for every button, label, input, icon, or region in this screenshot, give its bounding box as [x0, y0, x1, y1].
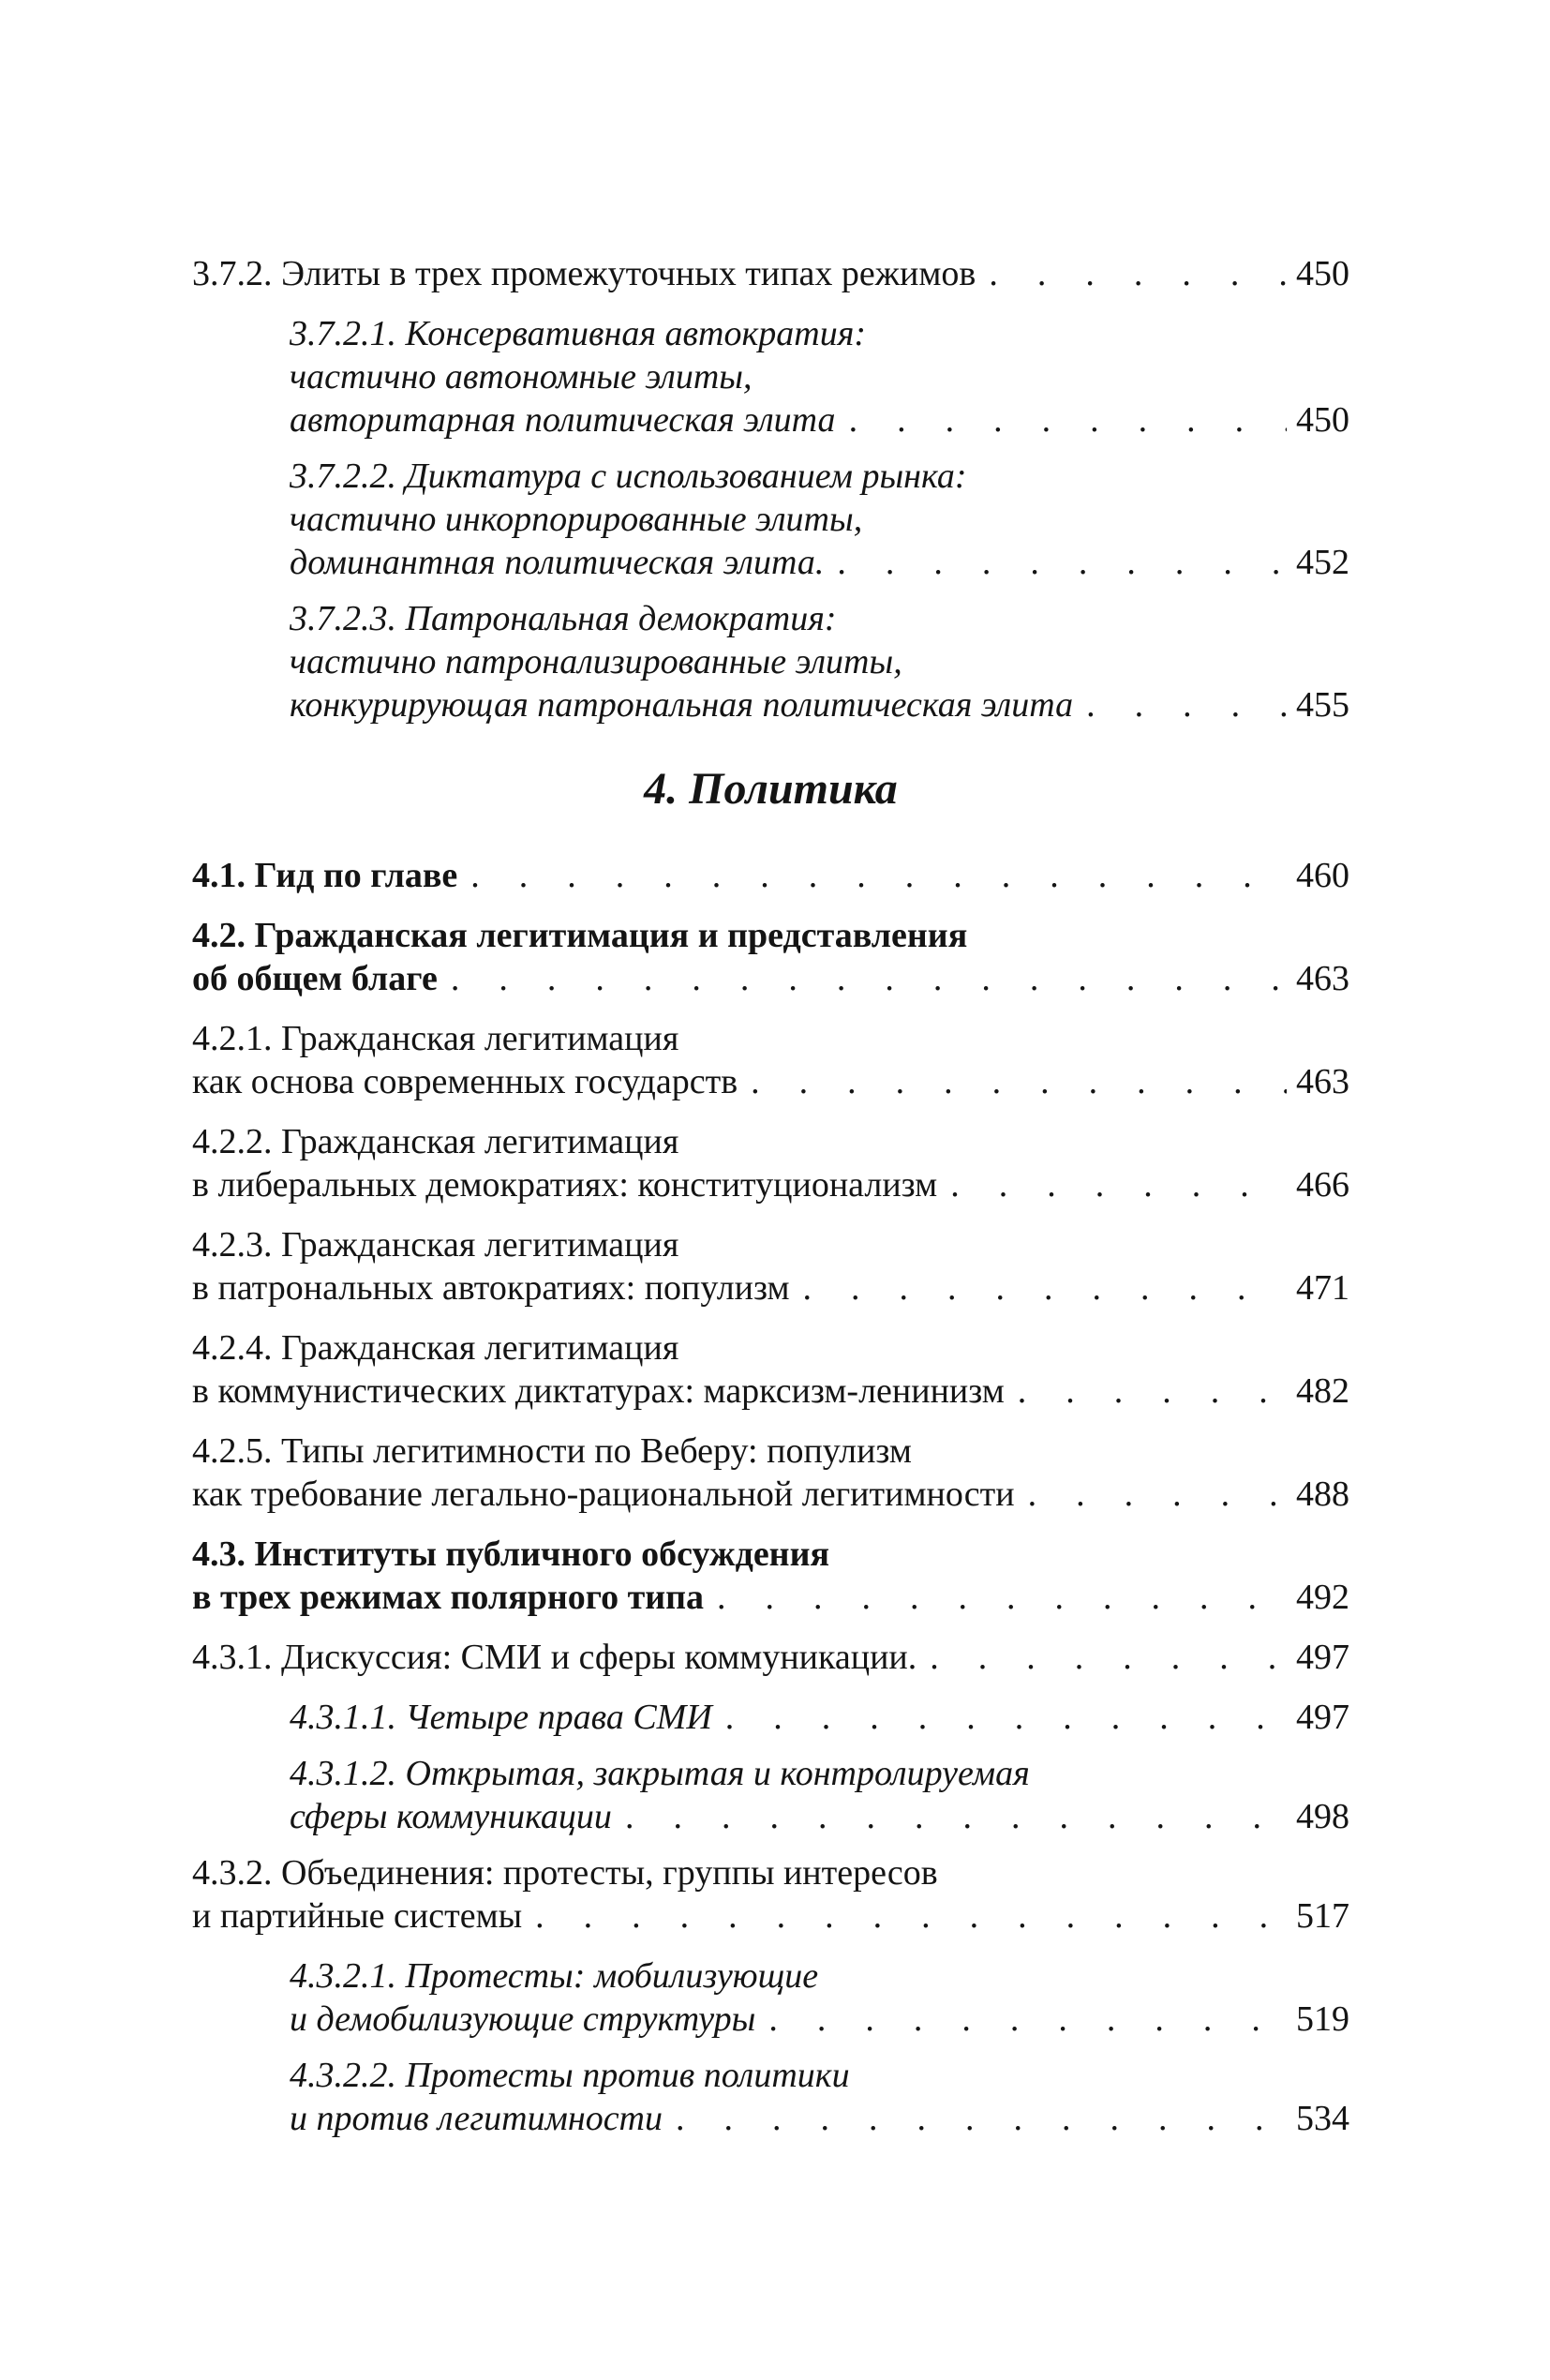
toc-line: [290, 1696, 1349, 1739]
toc-line: 4.2.1. Гражданская легитимация: [192, 1019, 679, 1058]
toc-entry: [192, 1636, 1349, 1679]
toc-line-text: и демобилизующие структуры: [290, 1999, 756, 2039]
dot-leader: [1018, 1370, 1287, 1413]
toc-line: 4.3.2. Объединения: протесты, группы интересов: [192, 1853, 938, 1893]
page-number: 497: [1296, 1698, 1349, 1737]
page-number: 517: [1296, 1896, 1349, 1936]
toc-line: [192, 1636, 1349, 1679]
toc-line: [192, 1163, 1349, 1206]
toc-line: [192, 854, 1349, 897]
toc-entry: [192, 1752, 1349, 1838]
toc-line-text: в либеральных демократиях: конституционализм: [192, 1165, 938, 1205]
toc-line-text: конкурирующая патрональная политическая элита: [290, 685, 1074, 725]
toc-line: [290, 541, 1349, 584]
page-number: 471: [1296, 1268, 1349, 1308]
dot-leader: [725, 1696, 1287, 1739]
toc-entry: [192, 2054, 1349, 2140]
toc-line-text: в коммунистических диктатурах: марксизм-ленинизм: [192, 1371, 1005, 1411]
page-number: 463: [1296, 1062, 1349, 1101]
toc-line: частично инкорпорированные элиты,: [290, 500, 863, 539]
toc-line-text: авторитарная политическая элита: [290, 400, 836, 440]
page-number: 452: [1296, 543, 1349, 582]
toc-line: [192, 252, 1349, 295]
dot-leader: [717, 1576, 1287, 1619]
toc-line: частично патронализированные элиты,: [290, 642, 902, 681]
dot-leader: [751, 1060, 1287, 1103]
toc-line: [290, 683, 1349, 726]
toc-line: [290, 398, 1349, 442]
toc-line-text: доминантная политическая элита.: [290, 543, 825, 582]
toc-line-text: 4.3.1. Дискуссия: СМИ и сферы коммуникации.: [192, 1638, 917, 1677]
toc-line-text: 3.7.2. Элиты в трех промежуточных типах режимов: [192, 254, 976, 293]
dot-leader: [1028, 1473, 1287, 1516]
toc-line: 4.3.2.1. Протесты: мобилизующие: [290, 1956, 819, 1996]
toc-line: [192, 1060, 1349, 1103]
toc-line-text: как основа современных государств: [192, 1062, 738, 1101]
toc-line: 4.3.2.2. Протесты против политики: [290, 2056, 850, 2095]
dot-leader: [989, 252, 1287, 295]
toc-entry: [192, 1326, 1349, 1413]
toc-line-text: в патрональных автократиях: популизм: [192, 1268, 790, 1308]
toc-line: 4.2.4. Гражданская легитимация: [192, 1328, 679, 1368]
dot-leader: [950, 1163, 1287, 1206]
toc-line: 4.3.1.2. Открытая, закрытая и контролируемая: [290, 1754, 1030, 1793]
toc-entry: [192, 1017, 1349, 1103]
page-number: 498: [1296, 1797, 1349, 1836]
page-number: 492: [1296, 1578, 1349, 1617]
toc-entry: [192, 914, 1349, 1000]
page-number: 497: [1296, 1638, 1349, 1677]
page-number: 466: [1296, 1165, 1349, 1205]
toc-line-text: 4.1. Гид по главе: [192, 856, 458, 895]
toc-line: 4.2. Гражданская легитимация и представления: [192, 916, 968, 955]
dot-leader: [676, 2097, 1287, 2140]
toc-line: [290, 1795, 1349, 1838]
page-number: 519: [1296, 1999, 1349, 2039]
toc-line: 4.2.3. Гражданская легитимация: [192, 1225, 679, 1265]
page-number: 534: [1296, 2099, 1349, 2138]
toc-line: [192, 1894, 1349, 1938]
toc-line: [290, 2097, 1349, 2140]
dot-leader: [625, 1795, 1287, 1838]
toc-line: частично автономные элиты,: [290, 357, 753, 397]
toc-entry: [192, 1954, 1349, 2041]
dot-leader: [451, 957, 1287, 1000]
toc-entry: [192, 312, 1349, 442]
toc-line-text: 4.3.1.1. Четыре права СМИ: [290, 1698, 712, 1737]
toc-line: [192, 1473, 1349, 1516]
page-number: 482: [1296, 1371, 1349, 1411]
toc-line: 3.7.2.1. Консервативная автократия:: [290, 314, 867, 353]
chapter-heading: 4. Политика: [644, 764, 898, 814]
toc-entry: [192, 854, 1349, 897]
toc-entry: [192, 1696, 1349, 1739]
toc-line-text: сферы коммуникации: [290, 1797, 612, 1836]
dot-leader: [930, 1636, 1287, 1679]
toc-line: 4.2.2. Гражданская легитимация: [192, 1122, 679, 1161]
toc-line: 4.2.5. Типы легитимности по Веберу: популизм: [192, 1431, 912, 1471]
toc-line: [192, 1576, 1349, 1619]
dot-leader: [768, 1998, 1287, 2041]
dot-leader: [470, 854, 1287, 897]
toc-line-text: в трех режимах полярного типа: [192, 1578, 705, 1617]
toc-entry: [192, 1533, 1349, 1619]
toc-entry: [192, 1120, 1349, 1206]
toc-line: [192, 1266, 1349, 1310]
dot-leader: [849, 398, 1287, 442]
page-number: 450: [1296, 400, 1349, 440]
toc-line: 4.3. Институты публичного обсуждения: [192, 1534, 830, 1574]
toc-line: [192, 1370, 1349, 1413]
page-number: 455: [1296, 685, 1349, 725]
toc-line: [290, 1998, 1349, 2041]
toc-line-text: и партийные системы: [192, 1896, 523, 1936]
toc-entry: [192, 1223, 1349, 1310]
dot-leader: [837, 541, 1287, 584]
toc-entry: [192, 597, 1349, 726]
dot-leader: [803, 1266, 1287, 1310]
page-number: 488: [1296, 1474, 1349, 1514]
toc-entry: [192, 455, 1349, 584]
toc-line: [192, 957, 1349, 1000]
toc-line-text: об общем благе: [192, 959, 438, 998]
dot-leader: [535, 1894, 1287, 1938]
page-number: 463: [1296, 959, 1349, 998]
page-number: 450: [1296, 254, 1349, 293]
toc-entry: [192, 252, 1349, 295]
toc-entry: [192, 1851, 1349, 1938]
toc-entry: [192, 1429, 1349, 1516]
toc-line: 3.7.2.2. Диктатура с использованием рынка:: [290, 457, 967, 496]
toc-line-text: как требование легально-рациональной легитимности: [192, 1474, 1015, 1514]
toc-line-text: и против легитимности: [290, 2099, 663, 2138]
toc-line: 3.7.2.3. Патрональная демократия:: [290, 599, 837, 638]
dot-leader: [1086, 683, 1287, 726]
page-number: 460: [1296, 856, 1349, 895]
table-of-contents: [192, 252, 1349, 2140]
